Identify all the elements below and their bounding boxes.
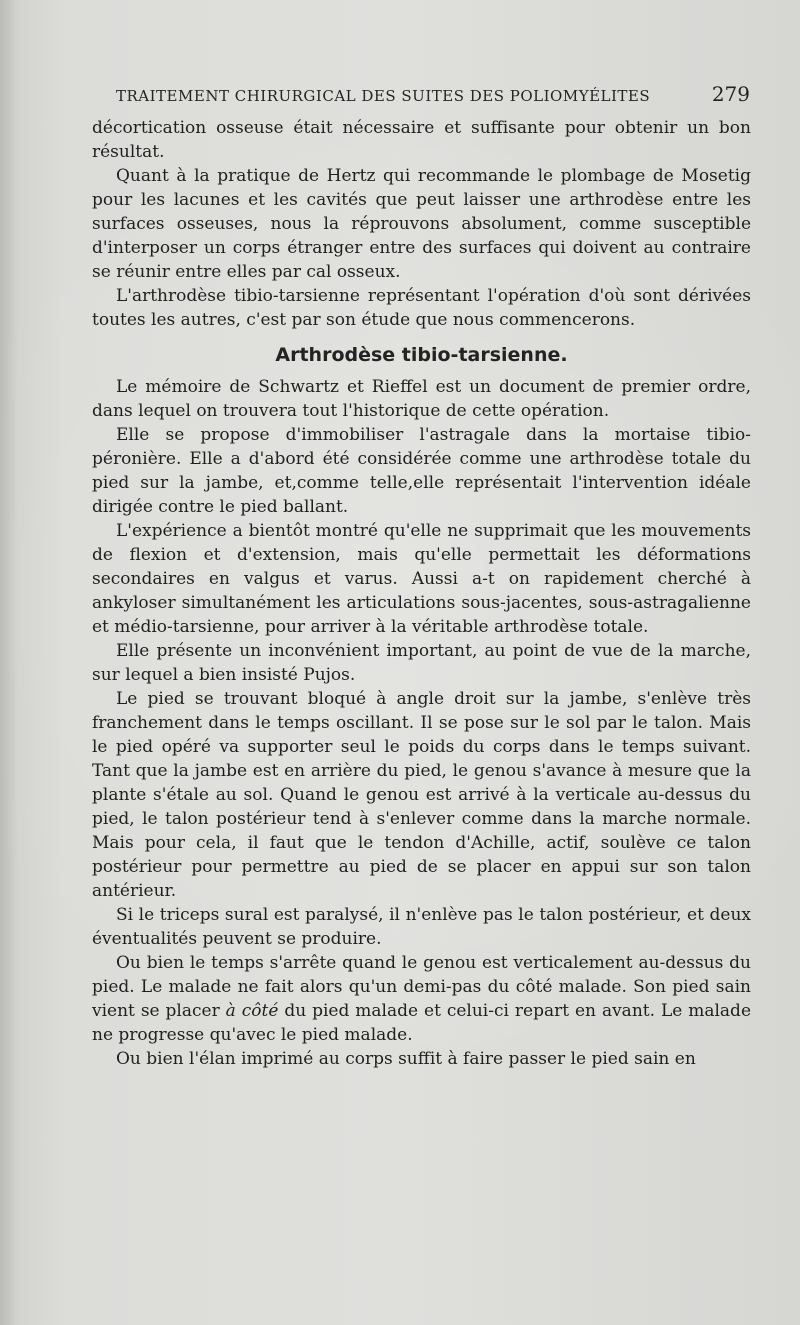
section-heading: Arthrodèse tibio-tarsienne.	[275, 344, 568, 366]
paragraph-first-possibility-start: Ou bien le temps s'arrête quand le genou est verticalement au-dessus du pied. Le malade ne fait alors qu'un demi-pas du côté malade. Son pied sain vient se placer	[92, 953, 751, 1021]
paragraph-schwartz-rieffel: Le mémoire de Schwartz et Rieffel est un document de premier ordre, dans lequel on trouvera tout l'historique de cette opération.	[92, 377, 751, 421]
paragraph-immobilisation: Elle se propose d'immobiliser l'astragale dans la mortaise tibio-péronière. Elle a d'abord été considérée comme une arthrodèse totale du pied sur la jambe, et,comme telle,elle représentait l'intervention idéale dirigée contre le pied ballant.	[92, 425, 751, 517]
paragraph-first-possibility	[92, 951, 751, 1047]
running-title: TRAITEMENT CHIRURGICAL DES SUITES DES POLIOMYÉLITES	[116, 87, 651, 105]
page-content	[92, 116, 751, 1071]
paragraph-hertz: Quant à la pratique de Hertz qui recommande le plombage de Mosetig pour les lacunes et les cavités que peut laisser une arthrodèse entre les surfaces osseuses, nous la réprouvons absolument, comme susceptible d'interposer un corps étranger entre des surfaces qui doivent au contraire se réunir entre elles par cal osseux.	[92, 166, 751, 282]
paragraph-continuation: décortication osseuse était nécessaire et suffisante pour obtenir un bon résultat.	[92, 118, 751, 162]
paragraph-experience: L'expérience a bientôt montré qu'elle ne supprimait que les mouvements de flexion et d'extension, mais qu'elle permettait les déformations secondaires en valgus et varus. Aussi a-t on rapidement cherché à ankyloser simultanément les articulations sous-jacentes, sous-astragalienne et médio-tarsienne, pour arriver à la véritable arthrodèse totale.	[92, 521, 751, 637]
italic-phrase: à côté	[225, 1001, 279, 1021]
paragraph-walking-mechanics: Le pied se trouvant bloqué à angle droit sur la jambe, s'enlève très franchement dans le temps oscillant. Il se pose sur le sol par le talon. Mais le pied opéré va supporter seul le poids du corps dans le temps suivant. Tant que la jambe est en arrière du pied, le genou s'avance à mesure que la plante s'étale au sol. Quand le genou est arrivé à la verticale au-dessus du pied, le talon postérieur tend à s'enlever comme dans la marche normale. Mais pour cela, il faut que le tendon d'Achille, actif, soulève ce talon postérieur pour permettre au pied de se placer en appui sur son talon antérieur.	[92, 689, 751, 901]
paragraph-inconvenient: Elle présente un inconvénient important, au point de vue de la marche, sur lequel a bien insisté Pujos.	[92, 641, 751, 685]
paragraph-triceps-sural: Si le triceps sural est paralysé, il n'enlève pas le talon postérieur, et deux éventualités peuvent se produire.	[92, 905, 751, 949]
page-number: 279	[711, 82, 750, 106]
paragraph-second-possibility: Ou bien l'élan imprimé au corps suffit à faire passer le pied sain en	[116, 1049, 696, 1069]
page-header	[116, 82, 750, 106]
paragraph-tibio-tarsienne-intro: L'arthrodèse tibio-tarsienne représentant l'opération d'où sont dérivées toutes les autres, c'est par son étude que nous commencerons.	[92, 286, 751, 330]
paragraph-first-possibility-end: du pied malade et celui-ci repart en avant. Le malade ne progresse qu'avec le pied malade.	[92, 1001, 751, 1045]
